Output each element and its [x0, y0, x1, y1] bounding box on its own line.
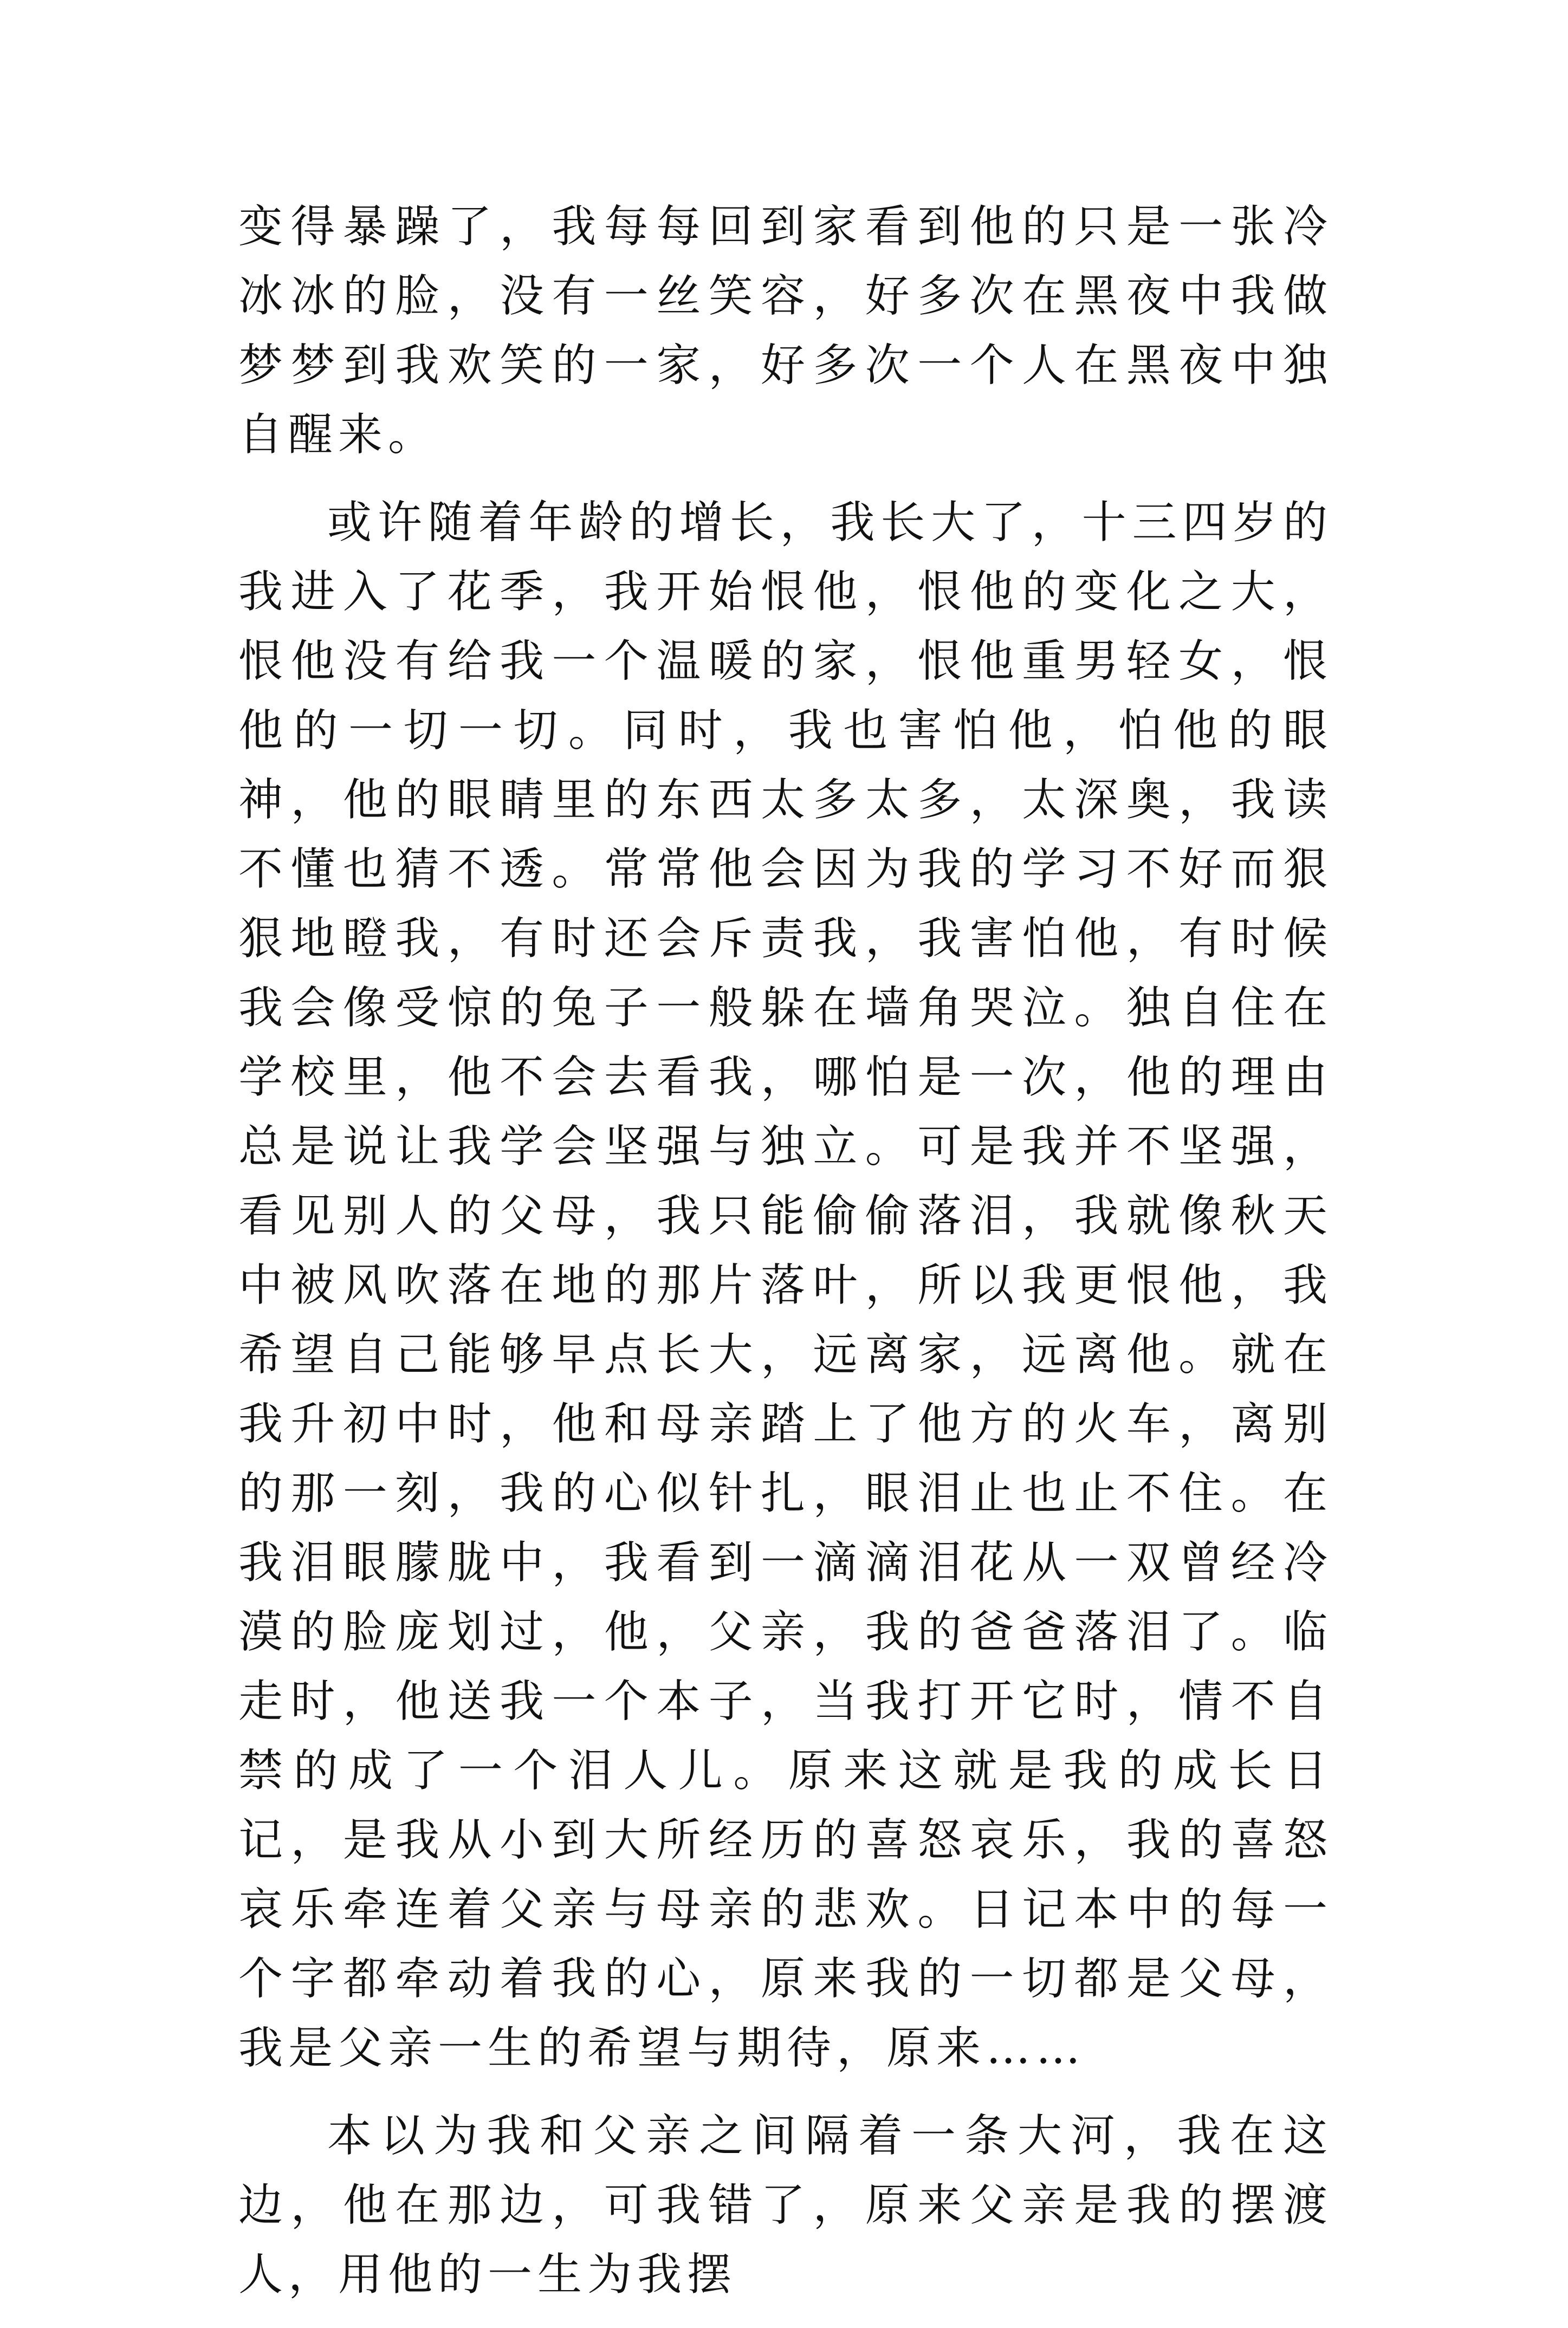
paragraph-3: 本以为我和父亲之间隔着一条大河，我在这边，他在那边，可我错了，原来父亲是我的摆渡人，用他的一生为我摆: [238, 2110, 1333, 2300]
paragraph-2: 或许随着年龄的增长，我长大了，十三四岁的我进入了花季，我开始恨他，恨他的变化之大，恨他没有给我一个温暖的家，恨他重男轻女，恨他的一切一切。同时，我也害怕他，怕他的眼神，他的眼睛里的东西太多太多，太深奥，我读不懂也猜不透。常常他会因为我的学习不好而狠狠地瞪我，有时还会斥责我，我害怕他，有时候我会像受惊的兔子一般躲在墙角哭泣。独自住在学校里，他不会去看我，哪怕是一次，他的理由总是说让我学会坚强与独立。可是我并不坚强，看见别人的父母，我只能偷偷落泪，我就像秋天中被风吹落在地的那片落叶，所以我更恨他，我希望自己能够早点长大，远离家，远离他。就在我升初中时，他和母亲踏上了他方的火车，离别的那一刻，我的心似针扎，眼泪止也止不住。在我泪眼朦胧中，我看到一滴滴泪花从一双曾经冷漠的脸庞划过，他，父亲，我的爸爸落泪了。临走时，他送我一个本子，当我打开它时，情不自禁的成了一个泪人儿。原来这就是我的成长日记，是我从小到大所经历的喜怒哀乐，我的喜怒哀乐牵连着父亲与母亲的悲欢。日记本中的每一个字都牵动着我的心，原来我的一切都是父母，我是父亲一生的希望与期待，原来……: [238, 497, 1333, 2074]
paragraph-1: 变得暴躁了，我每每回到家看到他的只是一张冷冰冰的脸，没有一丝笑容，好多次在黑夜中我做梦梦到我欢笑的一家，好多次一个人在黑夜中独自醒来。: [238, 201, 1333, 461]
body-text: [238, 192, 1333, 2328]
